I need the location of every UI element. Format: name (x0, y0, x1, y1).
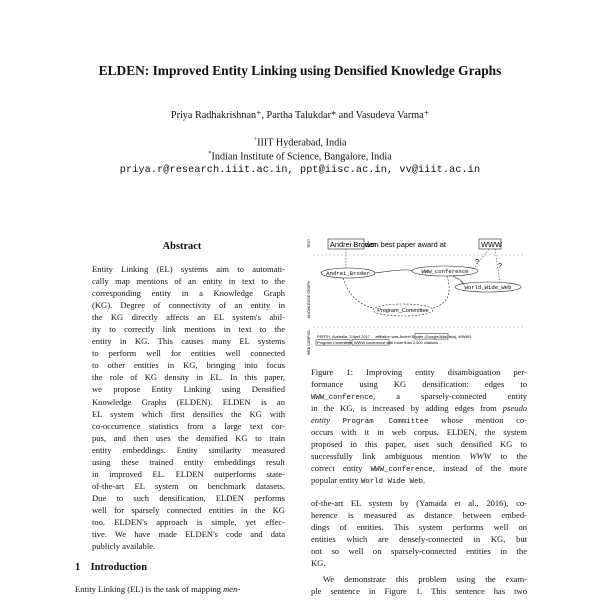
paragraph-line: herence is measured as distance between embed- (311, 510, 527, 521)
edge-conference-web (453, 276, 463, 285)
caption-line (311, 438, 527, 450)
caption-line (311, 462, 527, 474)
paragraph-line: the KG directly affects an EL system's abil- (92, 312, 285, 323)
caption-line (311, 414, 527, 426)
caption-line (311, 390, 527, 402)
ambiguity-mark-2: ? (498, 263, 502, 270)
caption-line (311, 450, 527, 462)
caption-text: whose mention co- (428, 415, 527, 426)
figure-sentence-mention2: WWW (481, 240, 502, 249)
node-andrei-broder-label: Andrei_Broder (326, 270, 370, 277)
affiliation-iiit-text: IIIT Hyderabad, India (257, 137, 347, 149)
paragraph-line: pus, and then uses the densified KG to train (92, 432, 285, 443)
caption-text: proposed in this paper, uses such densified KG to (311, 439, 527, 450)
abstract-body (92, 263, 285, 552)
figure-kg-label: KNOWLEDGE GRAPH (307, 280, 311, 318)
right-column-paragraph (311, 497, 527, 569)
introduction-first-line (75, 583, 290, 595)
paragraph-line: Due to such densification, ELDEN performs (92, 492, 285, 503)
abstract-heading: Abstract (162, 241, 202, 252)
corpus-snippet-line2: Program Committee, WWW conference with more than 2,500 citations ... (317, 340, 443, 345)
caption-text: successfully link ambiguous mention (311, 451, 470, 462)
intro-text: Entity Linking (EL) is the task of mapping (75, 584, 224, 594)
paragraph-line: corresponding entity in a Knowledge Graph (92, 288, 285, 299)
paragraph-line: ple sentence in Figure 1. This sentence has two (311, 586, 527, 597)
author-emails: priya.r@research.iiit.ac.in, ppt@iisc.ac.in, vv@iiit.ac.in (119, 165, 481, 176)
caption-line (311, 426, 527, 438)
paragraph-line: in improved EL. ELDEN outperforms state- (92, 468, 285, 479)
paragraph-line: the role of KG density in EL. In this paper, (92, 372, 285, 383)
paragraph-line: entity in KG. This causes many EL systems (92, 336, 285, 347)
caption-text: correct entity (311, 463, 371, 474)
caption-text: . (422, 475, 426, 486)
caption-text: formance using KG densification: edges to (311, 379, 527, 390)
caption-line (311, 378, 527, 390)
paragraph-line: tive. We have made ELDEN's code and data (92, 529, 285, 540)
caption-text: , instead of the more (432, 463, 527, 474)
edge-broder-committee (343, 278, 373, 308)
paragraph-line: well for sparsely connected entities in the KG (92, 504, 285, 515)
caption-italic: pseudo (502, 403, 527, 414)
caption-text: to the (490, 451, 527, 462)
figure-1 (303, 230, 525, 358)
caption-entity-web: World Wide Web (360, 478, 423, 487)
paragraph-line: cally map mentions of an entity in text to the (92, 276, 285, 287)
paragraph-line: EL system which first densifies the KG with (92, 408, 285, 419)
caption-entity-conference: WWW_conference (370, 466, 433, 475)
paragraph-line: too. ELDEN's approach is simple, yet effec- (92, 516, 285, 527)
edge-broder-conference (375, 270, 412, 273)
figure-text-label: TEXT (307, 238, 311, 248)
paragraph-line: not so well on sparsely-connected entities in the (311, 546, 527, 557)
caption-entity-conference: WWW_conference (311, 394, 374, 403)
section-title: Introduction (90, 562, 147, 573)
caption-entity-committee: Program Committee (342, 418, 429, 427)
paragraph-line: Knowledge Graphs (ELDEN). ELDEN is an (92, 396, 285, 407)
paragraph-line: publicly available. (92, 541, 156, 552)
paragraph-line: of-the-art EL system on benchmark datasets. (92, 480, 285, 491)
affiliation-iisc-text: Indian Institute of Science, Bangalore, India (211, 151, 392, 163)
ambiguity-mark-1: ? (475, 259, 479, 266)
paragraph-line: of-the-art EL system by (Yamada et al., 2016), co- (311, 498, 527, 508)
paragraph-line: ity to correctly link mentions in text to the (92, 324, 285, 335)
paragraph-line: to perform well for entities well connected (92, 348, 285, 359)
right-column-body (311, 497, 527, 597)
paragraph-line: entities which are densely-connected in KG, but (311, 534, 527, 545)
paragraph-line: co-occurrence statistics from a large text cor- (92, 420, 285, 431)
corpus-snippet-line1: PERTH, Australia, 3 April 2017 ... affiliation was Andrei Broder (Google/AltaVista), WWW2 (317, 334, 472, 339)
paragraph-line: KG. (311, 558, 326, 569)
paragraph-line: We demonstrate this problem using the exam- (323, 574, 527, 585)
node-program-committee-label: Program_Committee (377, 308, 429, 314)
caption-line (311, 402, 527, 414)
paragraph-line: using these trained entity embeddings result (92, 456, 285, 467)
affiliation-iisc: *Indian Institute of Science, Bangalore, India (208, 150, 392, 163)
paragraph-line: (KG). Degree of connectivity of an entity in (92, 300, 285, 311)
author-list: Priya Radhakrishnan⁺, Partha Talukdar* and Vasudeva Varma⁺ (170, 110, 430, 121)
caption-line (311, 366, 527, 378)
node-www-conference-label: WWW_conference (421, 268, 469, 275)
caption-text: , a sparsely-connected entity (373, 391, 527, 402)
figure-sentence-middle: won best paper award at (365, 240, 446, 249)
caption-text: popular entity (311, 475, 361, 486)
caption-text: in the KG, is increased by adding edges from (311, 403, 503, 414)
edge-committee-conference (433, 276, 449, 308)
intro-text-italic: men- (223, 584, 241, 594)
paragraph-line: to other entities in KG, bringing into focus (92, 360, 285, 371)
paragraph-line: dings of entities. This system performs well on (311, 522, 527, 533)
node-world-wide-web-label: World_Wide_Web (464, 284, 512, 291)
figure-caption (311, 366, 527, 486)
caption-italic: entity (311, 415, 343, 426)
paragraph-line: entity embeddings. Entity similarity measured (92, 444, 285, 455)
caption-text: Figure 1: Improving entity disambiguation per- (311, 367, 527, 377)
caption-line (311, 474, 527, 486)
paragraph-line: Entity Linking (EL) systems aim to automati- (92, 264, 285, 274)
figure-web-label: WEB CORPUS (307, 330, 311, 355)
paragraph-line: we propose Entity Linking using Densified (92, 384, 285, 395)
figure-sentence-mention1: Andrei Broder (330, 240, 376, 249)
caption-text: occurs with it in web corpus. ELDEN, the system (311, 427, 527, 438)
introduction-heading (75, 562, 147, 573)
paper-title: ELDEN: Improved Entity Linking using Densified Knowledge Graphs (98, 63, 502, 78)
affiliation-iiit: +IIIT Hyderabad, India (253, 136, 347, 149)
section-number: 1 (75, 562, 81, 573)
caption-italic: WWW (469, 451, 491, 462)
